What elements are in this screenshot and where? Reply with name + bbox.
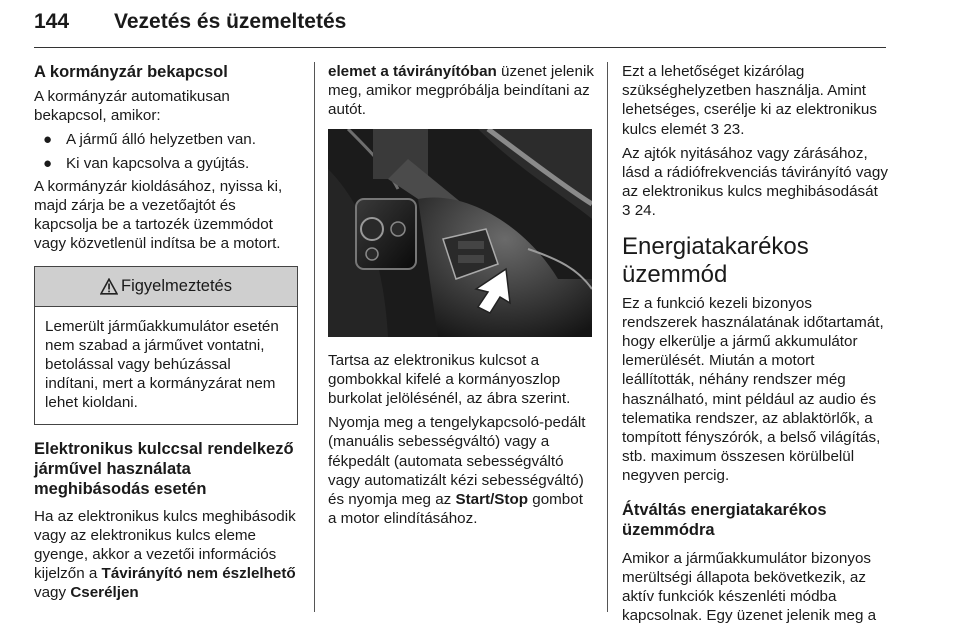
page-reference: 23 bbox=[723, 120, 741, 138]
warning-box bbox=[34, 266, 298, 425]
page-header bbox=[34, 4, 886, 48]
section-heading: A kormányzár bekapcsol bbox=[34, 63, 228, 81]
paragraph: A kormányzár automatikusan bekapcsol, amikor: bbox=[34, 88, 230, 125]
list-item: ● Ki van kapcsolva a gyújtás. bbox=[43, 154, 250, 172]
column-divider bbox=[314, 62, 315, 612]
warning-title: Figyelmeztetés bbox=[121, 276, 232, 295]
paragraph: Amikor a járműakkumulátor bizonyos merültségi állapota bekövetkezik, az aktív funkciók készenléti módba kapcsolnak. Egy üzenet jelenik meg a bbox=[622, 549, 877, 625]
column-1 bbox=[34, 62, 302, 603]
paragraph: Nyomja meg a tengelykapcsoló-pedált (manuális sebességváltó) vagy a fékpedált (automata sebességváltó vagy automatizált kézi sebességváltó) és nyomja meg az Start/Stop gombot a motor elindításához. bbox=[328, 414, 586, 528]
column-2 bbox=[328, 62, 594, 528]
paragraph: Ez a funkció kezeli bizonyos rendszerek használatának időtartamát, hogy elkerülje a jármű akkumulátor lemerülését. Miután a motort leállították, néhány rendszer még használható, mint például az audio és telematika rendszer, az ablaktörlők, a tompított fényszórók, a belső világítás, stb. maximum összesen körülbelül negyven percig. bbox=[622, 294, 884, 485]
column-divider bbox=[607, 62, 608, 612]
list-item: ● A jármű álló helyzetben van. bbox=[43, 131, 256, 149]
bullet-icon: ● bbox=[43, 131, 53, 149]
bullet-list bbox=[34, 130, 302, 172]
paragraph: Az ajtók nyitásához vagy zárásához, lásd a rádiófrekvenciás távirányító vagy az elektronikus kulcs meghibásodását 3 24. bbox=[622, 144, 888, 220]
subsection-heading: Átváltás energiatakarékos üzemmódra bbox=[622, 500, 827, 540]
page-number: 144 bbox=[34, 10, 70, 33]
chapter-title: Vezetés és üzemeltetés bbox=[114, 10, 347, 33]
warning-triangle-icon bbox=[100, 278, 118, 295]
section-heading: Energiatakarékos üzemmód bbox=[622, 232, 809, 288]
paragraph: elemet a távirányítóban üzenet jelenik meg, amikor megpróbálja beindítani az autót. bbox=[328, 63, 594, 119]
warning-body: Lemerült járműakkumulátor esetén nem szabad a járművet vontatni, betolással vagy behúzással indítani, mert a kormányzárat nem lehet kioldani. bbox=[45, 317, 279, 412]
paragraph: Ha az elektronikus kulcs meghibásodik vagy az elektronikus kulcs eleme gyenge, akkor a vezetői információs kijelzőn a Távirányító nem észlelhető vagy Cseréljen bbox=[34, 507, 296, 602]
steering-column-key-illustration bbox=[328, 129, 592, 337]
paragraph: Ezt a lehetőséget kizárólag szükséghelyzetben használja. Amint lehetséges, cserélje ki az elektronikus kulcs elemét 3 23. bbox=[622, 63, 877, 138]
column-3 bbox=[622, 62, 890, 625]
section-heading: Elektronikus kulccsal rendelkező járművel használata meghibásodás esetén bbox=[34, 439, 294, 498]
illustration-photo bbox=[328, 129, 592, 337]
page-reference-arrow-icon: 3 bbox=[710, 120, 720, 138]
warning-header bbox=[35, 267, 297, 307]
paragraph: Tartsa az elektronikus kulcsot a gombokkal kifelé a kormányoszlop burkolat jelölésénél, az ábra szerint. bbox=[328, 351, 571, 408]
page-reference-arrow-icon: 3 bbox=[622, 202, 631, 220]
bullet-icon: ● bbox=[43, 154, 53, 172]
page-reference: 24 bbox=[634, 202, 652, 220]
paragraph: A kormányzár kioldásához, nyissa ki, majd zárja be a vezetőajtót és kapcsolja be a tartozék üzemmódot vagy közvetlenül indítsa be a motort. bbox=[34, 177, 283, 253]
